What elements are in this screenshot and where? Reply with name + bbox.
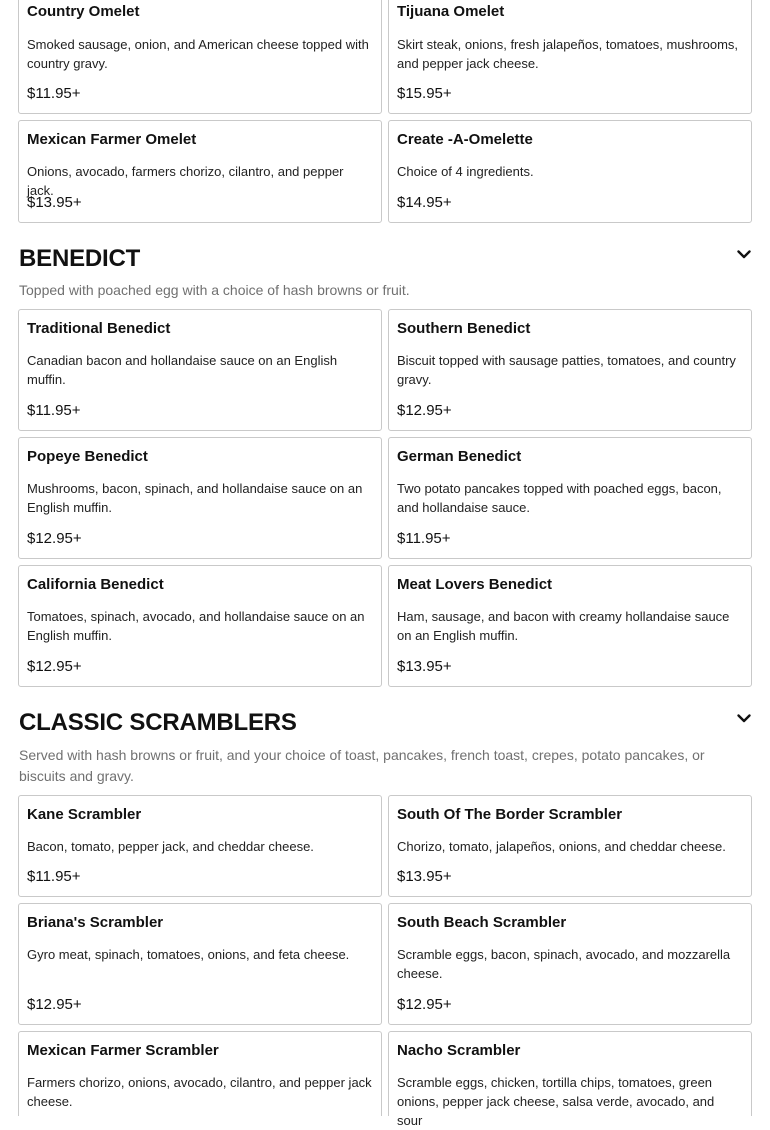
item-name: Nacho Scrambler (397, 1042, 521, 1059)
item-name: Tijuana Omelet (397, 3, 505, 20)
item-description: Biscuit topped with sausage patties, tomatoes, and country gravy. (397, 353, 736, 387)
item-description: Tomatoes, spinach, avocado, and hollandaise sauce on an English muffin. (27, 609, 365, 643)
item-description: Farmers chorizo, onions, avocado, cilantro, and pepper jack cheese. (27, 1075, 372, 1109)
item-name: Briana's Scrambler (27, 914, 164, 931)
item-name: Southern Benedict (397, 320, 531, 337)
menu-item-card[interactable] (388, 1031, 752, 1128)
chevron-down-icon[interactable] (736, 246, 752, 262)
item-description: Two potato pancakes topped with poached eggs, bacon, and hollandaise sauce. (397, 481, 722, 515)
section-header-classic-scramblers[interactable] (19, 708, 752, 738)
menu-item-card[interactable] (18, 309, 382, 431)
item-description: Ham, sausage, and bacon with creamy hollandaise sauce on an English muffin. (397, 609, 730, 643)
item-name: South Of The Border Scrambler (397, 806, 623, 823)
item-name: California Benedict (27, 576, 164, 593)
menu-item-card[interactable] (18, 903, 382, 1025)
item-price: $11.95+ (397, 530, 451, 547)
menu-item-card[interactable] (388, 565, 752, 687)
menu-item-card[interactable] (18, 1031, 382, 1116)
item-description: Canadian bacon and hollandaise sauce on an English muffin. (27, 353, 338, 387)
item-name: Mexican Farmer Omelet (27, 131, 197, 148)
item-description: Mushrooms, bacon, spinach, and hollandaise sauce on an English muffin. (27, 481, 363, 515)
menu-item-card[interactable] (388, 309, 752, 431)
section-description: Served with hash browns or fruit, and your choice of toast, pancakes, french toast, crepes, potato pancakes, or biscuits and gravy. (19, 747, 705, 784)
item-name: Kane Scrambler (27, 806, 142, 823)
menu-item-card[interactable] (18, 0, 382, 114)
section-title: BENEDICT (19, 245, 141, 272)
menu-item-card[interactable] (18, 437, 382, 559)
item-price: $11.95+ (27, 868, 81, 885)
item-price: $12.95+ (27, 658, 82, 675)
item-price: $13.95+ (27, 194, 82, 211)
section-header-benedict[interactable] (19, 244, 752, 274)
menu-item-card[interactable] (18, 795, 382, 897)
item-price: $14.95+ (397, 194, 452, 211)
item-description: Smoked sausage, onion, and American cheese topped with country gravy. (27, 37, 369, 71)
item-name: Traditional Benedict (27, 320, 171, 337)
item-description: Bacon, tomato, pepper jack, and cheddar cheese. (27, 839, 314, 854)
menu-item-card[interactable] (18, 565, 382, 687)
menu-item-card[interactable] (388, 0, 752, 114)
item-name: Mexican Farmer Scrambler (27, 1042, 219, 1059)
item-description: Onions, avocado, farmers chorizo, cilantro, and pepper jack. (27, 164, 344, 198)
item-price: $15.95+ (397, 85, 452, 102)
item-price: $13.95+ (397, 658, 452, 675)
item-name: Create -A-Omelette (397, 131, 533, 148)
item-price: $12.95+ (27, 530, 82, 547)
section-title: CLASSIC SCRAMBLERS (19, 709, 297, 736)
item-price: $12.95+ (397, 402, 452, 419)
section-description: Topped with poached egg with a choice of hash browns or fruit. (19, 282, 410, 298)
item-description: Gyro meat, spinach, tomatoes, onions, and feta cheese. (27, 947, 350, 962)
item-name: Popeye Benedict (27, 448, 148, 465)
item-price: $11.95+ (27, 85, 81, 102)
item-description: Choice of 4 ingredients. (397, 164, 534, 179)
menu-item-card[interactable] (388, 795, 752, 897)
item-description: Chorizo, tomato, jalapeños, onions, and cheddar cheese. (397, 839, 726, 854)
item-name: South Beach Scrambler (397, 914, 567, 931)
menu-item-card[interactable] (388, 437, 752, 559)
item-description: Scramble eggs, bacon, spinach, avocado, and mozzarella cheese. (397, 947, 731, 981)
menu-item-card[interactable] (388, 903, 752, 1025)
item-description: Scramble eggs, chicken, tortilla chips, tomatoes, green onions, pepper jack cheese, salsa verde, avocado, and sour (397, 1075, 715, 1128)
chevron-down-icon[interactable] (736, 710, 752, 726)
item-description: Skirt steak, onions, fresh jalapeños, tomatoes, mushrooms, and pepper jack cheese. (397, 37, 739, 71)
item-price: $12.95+ (397, 996, 452, 1013)
menu-item-card[interactable] (18, 120, 382, 223)
item-name: Country Omelet (27, 3, 140, 20)
item-price: $11.95+ (27, 402, 81, 419)
item-name: German Benedict (397, 448, 522, 465)
menu-item-card[interactable] (388, 120, 752, 223)
item-price: $12.95+ (27, 996, 82, 1013)
item-price: $13.95+ (397, 868, 452, 885)
item-name: Meat Lovers Benedict (397, 576, 553, 593)
